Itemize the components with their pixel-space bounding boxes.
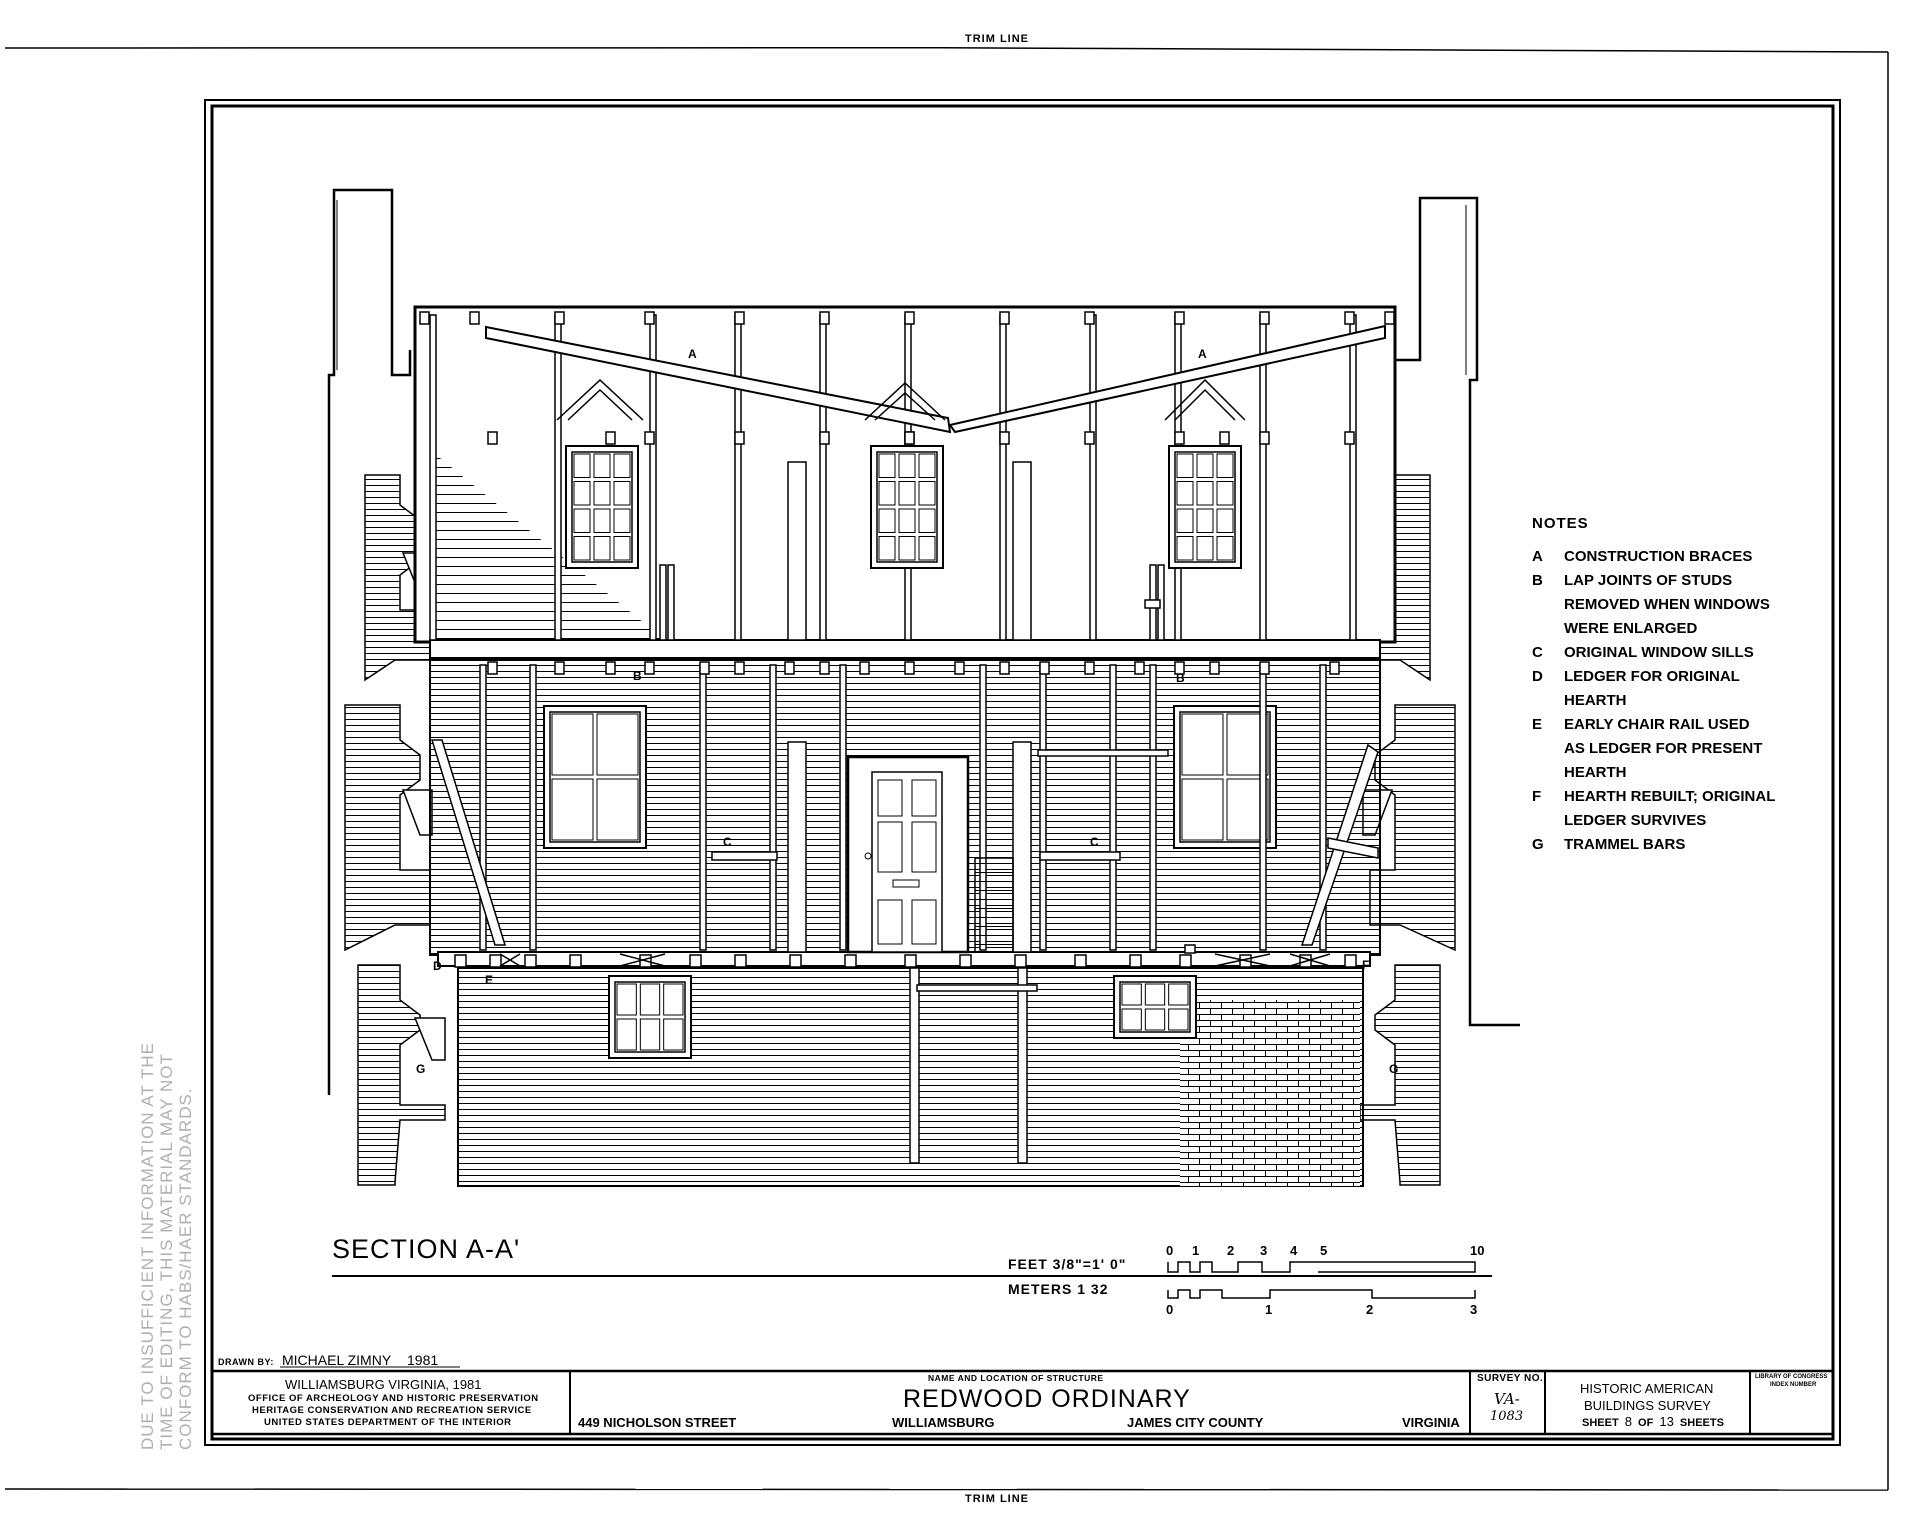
stud [1350,315,1356,640]
first-floor-window-left [544,706,646,848]
meter-tick-label: 2 [1366,1302,1374,1317]
scale-meters-label: METERS 1 32 [1008,1281,1109,1297]
post-right [1013,742,1031,952]
note-text: LAP JOINTS OF STUDS [1564,572,1733,589]
label-lap-right: B [1176,671,1185,685]
label-sill-left: C [723,835,732,849]
post-right [1013,462,1031,640]
drawn-by-label: DRAWN BY: [218,1357,274,1367]
window-pane [597,714,638,775]
window-pane [614,454,630,478]
stud-block [606,432,615,444]
stud-block [1210,662,1219,674]
window-pane [899,454,915,478]
floor-joist [570,955,581,967]
window-pane [879,482,895,506]
cellar-rail [917,985,1037,991]
side-disclaimer-line: DUE TO INSUFFICIENT INFORMATION AT THE [138,1042,157,1450]
floor-joist [455,955,466,967]
floor-joist [1345,955,1356,967]
stud [820,315,826,640]
window-pane [919,509,935,533]
note-text: HEARTH [1564,692,1627,709]
post-left [788,462,806,640]
window-pane [1197,482,1213,506]
window-pane [1177,509,1193,533]
window-pane [899,537,915,561]
sheet-of: OF [1638,1417,1654,1429]
floor-joist [845,955,856,967]
stud [700,665,706,950]
dormer-window-left [566,446,638,568]
survey-number-1: VA- [1494,1390,1520,1408]
office-line-4: UNITED STATES DEPARTMENT OF THE INTERIOR [264,1417,512,1428]
window-pane [640,1019,659,1050]
trim-line-bottom: TRIM LINE [965,1493,1029,1505]
note-letter: A [1532,548,1543,565]
habs-line-2: BUILDINGS SURVEY [1584,1398,1711,1413]
stud-block [785,662,794,674]
dormer-window-center [871,446,943,568]
stud-block [1260,432,1269,444]
stud [840,665,846,950]
label-brace-right: A [1198,347,1207,361]
stud-block [645,312,654,324]
window-pane [597,779,638,840]
window-pane [574,537,590,561]
cellar-post [910,968,919,1163]
floor-joist [905,955,916,967]
loc-line-1: LIBRARY OF CONGRESS [1755,1374,1828,1380]
label-ledger-e: E [485,973,494,987]
window-pane [919,482,935,506]
note-text: EARLY CHAIR RAIL USED [1564,716,1750,733]
stud-block [1345,312,1354,324]
stud-block [820,312,829,324]
window-pane [614,482,630,506]
stud [1260,665,1266,950]
stud [1150,665,1156,950]
stud-block [1085,312,1094,324]
cellar-post [1018,968,1027,1163]
stud-block [488,662,497,674]
window-pane [552,714,593,775]
city: WILLIAMSBURG [892,1415,995,1430]
window-pane [552,779,593,840]
stud-block [735,312,744,324]
window-pane [1177,482,1193,506]
stud-block [860,662,869,674]
window-pane [919,454,935,478]
stud-block [700,662,709,674]
window-pane [879,509,895,533]
window-pane [1122,984,1141,1005]
label-ledger-f: F [1362,958,1370,972]
meter-tick-label: 3 [1470,1302,1478,1317]
feet-tick-label: 0 [1166,1243,1174,1258]
window-pane [1177,454,1193,478]
stud-block [1085,432,1094,444]
drawn-by-year: 1981 [407,1352,439,1368]
note-text: LEDGER SURVIVES [1564,812,1707,829]
window-pane [1177,537,1193,561]
window-pane [1197,537,1213,561]
cellar-window-left [609,976,691,1058]
label-brace-left: A [688,347,697,361]
note-text: HEARTH REBUILT; ORIGINAL [1564,788,1776,805]
note-letter: B [1532,572,1543,589]
window-pane [617,984,636,1015]
notes-title: NOTES [1532,515,1589,532]
stud [530,665,536,950]
dormer-window-right [1169,446,1241,568]
label-trammel-left: G [416,1062,426,1076]
section-title: SECTION A-A' [332,1234,521,1264]
state: VIRGINIA [1402,1415,1460,1430]
stud-block [470,312,479,324]
note-letter: E [1532,716,1543,733]
address: 449 NICHOLSON STREET [578,1415,737,1430]
stud-block [555,312,564,324]
floor-joist [1075,955,1086,967]
window-pane [594,537,610,561]
window-pane [1217,537,1233,561]
window-pane [574,454,590,478]
stud-block [645,432,654,444]
cellar-window-right [1114,976,1196,1038]
note-letter: D [1532,668,1543,685]
structure-caption: NAME AND LOCATION OF STRUCTURE [928,1373,1104,1383]
stud-block [606,662,615,674]
loc-line-2: INDEX NUMBER [1770,1382,1817,1388]
floor-joist [525,955,536,967]
label-ledger-d: D [433,959,442,973]
window-pane [1182,714,1223,775]
window-pane [1169,1009,1188,1030]
floor-joist [960,955,971,967]
label-sill-right: C [1090,835,1099,849]
short-stud [660,565,666,640]
stud-block [1000,432,1009,444]
stud-block [735,432,744,444]
window-pane [614,509,630,533]
block [1145,600,1160,608]
stud [555,315,561,640]
note-letter: G [1532,836,1544,853]
stud-block [905,432,914,444]
stud [1090,315,1096,640]
stud-block [955,662,964,674]
side-disclaimer-line: CONFORM TO HABS/HAER STANDARDS. [176,1087,195,1450]
habs-line-1: HISTORIC AMERICAN [1580,1381,1714,1396]
window-pane [1217,509,1233,533]
feet-tick-label: 3 [1260,1243,1268,1258]
note-text: WERE ENLARGED [1564,620,1698,637]
window-pane [899,482,915,506]
note-text: TRAMMEL BARS [1564,836,1686,853]
side-disclaimer-line: TIME OF EDITING, THIS MATERIAL MAY NOT [157,1053,176,1450]
floor-joist [1015,955,1026,967]
stud-block [1175,432,1184,444]
sheet-total: 13 [1659,1414,1674,1429]
stud [1000,315,1006,640]
stud-block [905,312,914,324]
stud [735,315,741,640]
stud-block [1345,432,1354,444]
floor-joist [1180,955,1191,967]
window-pane [1217,454,1233,478]
note-text: REMOVED WHEN WINDOWS [1564,596,1770,613]
window-pane [879,454,895,478]
meter-tick-label: 0 [1166,1302,1174,1317]
note-letter: C [1532,644,1543,661]
stud-block [905,662,914,674]
county: JAMES CITY COUNTY [1127,1415,1264,1430]
window-pane [1197,454,1213,478]
window-pane [1145,1009,1164,1030]
window-pane [899,509,915,533]
post-left [788,742,806,952]
window-pane [617,1019,636,1050]
window-pane [664,984,683,1015]
note-text: HEARTH [1564,764,1627,781]
sheets-label: SHEETS [1679,1417,1724,1429]
window-pane [1169,984,1188,1005]
stud-block [1040,662,1049,674]
meter-tick-label: 1 [1265,1302,1273,1317]
stud-block [1000,662,1009,674]
stud-block [1385,312,1394,324]
sheet-info [1582,1415,1724,1429]
note-letter: F [1532,788,1542,805]
feet-tick-label: 10 [1470,1243,1485,1258]
survey-number-2: 1083 [1490,1409,1524,1424]
feet-tick-label: 5 [1320,1243,1328,1258]
floor-joist [790,955,801,967]
trim-line-top: TRIM LINE [965,33,1029,45]
sheet-label: SHEET [1582,1417,1619,1429]
note-text: LEDGER FOR ORIGINAL [1564,668,1740,685]
stud [1040,665,1046,950]
feet-tick-label: 4 [1290,1243,1298,1258]
floor-joist [1130,955,1141,967]
drawn-by-name: MICHAEL ZIMNY [282,1352,392,1368]
stud-block [820,432,829,444]
window-pane [1145,984,1164,1005]
label-lap-left: B [633,669,642,683]
sheet-number: 8 [1624,1414,1632,1429]
stud-block [1220,432,1229,444]
stud-block [820,662,829,674]
stud-block [1175,312,1184,324]
survey-label: SURVEY NO. [1477,1373,1544,1384]
window-pane [594,482,610,506]
window-pane [1217,482,1233,506]
stud-block [1330,662,1339,674]
window-pane [640,984,659,1015]
window-pane [594,454,610,478]
window-pane [1197,509,1213,533]
stud-block [1260,312,1269,324]
stud-block [1135,662,1144,674]
office-line-2: OFFICE OF ARCHEOLOGY AND HISTORIC PRESERVATION [248,1393,539,1404]
window-pane [664,1019,683,1050]
floor-joist [490,955,501,967]
stud-block [645,662,654,674]
window-pane [919,537,935,561]
office-line-1: WILLIAMSBURG VIRGINIA, 1981 [285,1377,482,1392]
window-pane [1122,1009,1141,1030]
stud-block [488,432,497,444]
stud [430,315,436,640]
structure-name: REDWOOD ORDINARY [903,1385,1191,1413]
window-pane [1182,779,1223,840]
stud-block [555,662,564,674]
scale-feet-label: FEET 3/8"=1' 0" [1008,1256,1127,1272]
note-text: AS LEDGER FOR PRESENT [1564,740,1763,757]
stud-block [420,312,429,324]
hearth-block [1185,945,1195,953]
floor-joist [690,955,701,967]
window-pane [594,509,610,533]
window-pane [574,509,590,533]
short-stud [668,565,674,640]
stud-block [735,662,744,674]
stud-block [1000,312,1009,324]
window-pane [879,537,895,561]
window-pane [614,537,630,561]
office-line-3: HERITAGE CONSERVATION AND RECREATION SERVICE [252,1405,532,1416]
stud-block [1085,662,1094,674]
floor-joist [735,955,746,967]
feet-tick-label: 2 [1227,1243,1235,1258]
stud-block [1260,662,1269,674]
feet-tick-label: 1 [1192,1243,1200,1258]
side-disclaimer [138,1042,195,1450]
rail [1038,750,1168,756]
scale-bars [332,1262,1492,1298]
stud [1110,665,1116,950]
label-trammel-right: G [1389,1062,1399,1076]
window-pane [574,482,590,506]
stud [770,665,776,950]
note-text: CONSTRUCTION BRACES [1564,548,1753,565]
note-text: ORIGINAL WINDOW SILLS [1564,644,1754,661]
